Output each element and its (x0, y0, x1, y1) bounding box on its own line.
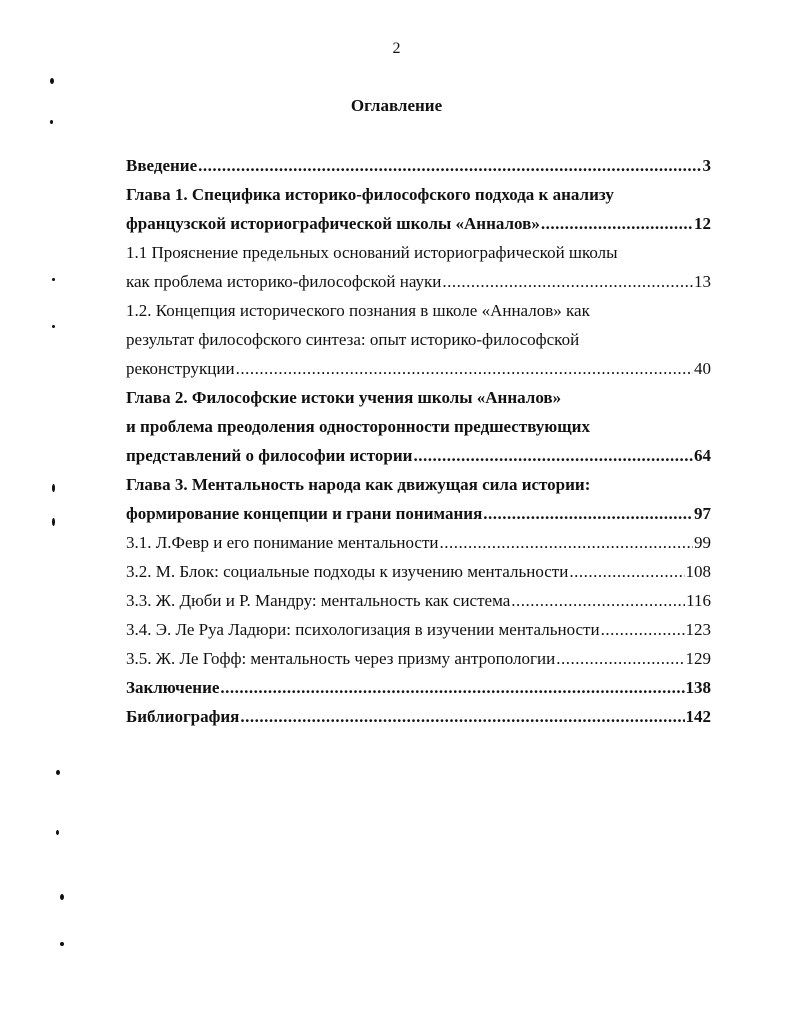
scan-speck (52, 484, 55, 492)
scan-speck (50, 120, 53, 124)
toc-entry-text: 1.2. Концепция исторического познания в школе «Анналов» как (126, 301, 590, 320)
scan-speck (52, 278, 55, 281)
toc-entry (126, 441, 711, 470)
toc-entry-text: реконструкции (126, 359, 235, 378)
dot-leader (442, 267, 693, 296)
toc-entry-page: 108 (685, 562, 711, 581)
toc-entry (126, 354, 711, 383)
toc-entry (126, 383, 711, 412)
toc-entry-page: 123 (685, 620, 711, 639)
dot-leader (240, 702, 684, 731)
toc-entry (126, 296, 711, 325)
toc-entry-text: формирование концепции и грани понимания (126, 504, 483, 523)
scan-speck (52, 518, 55, 526)
toc-entry (126, 412, 711, 441)
dot-leader (198, 151, 701, 180)
toc-entry-page: 64 (694, 446, 711, 465)
toc-entry-text: 3.3. Ж. Дюби и Р. Мандру: ментальность как система (126, 591, 511, 610)
toc-entry-text: представлений о философии истории (126, 446, 413, 465)
toc-entry-text: 3.2. М. Блок: социальные подходы к изучению ментальности (126, 562, 569, 581)
toc-entry-text: и проблема преодоления односторонности предшествующих (126, 417, 590, 436)
toc-entry (126, 325, 711, 354)
toc-entry-page: 116 (686, 591, 711, 610)
toc-entry (126, 673, 711, 702)
dot-leader (569, 557, 684, 586)
toc-entry (126, 499, 711, 528)
toc-entry-page: 142 (685, 707, 711, 726)
table-of-contents (126, 151, 711, 731)
toc-entry (126, 267, 711, 296)
scan-speck (60, 894, 64, 900)
toc-entry-page: 12 (694, 214, 711, 233)
toc-entry-text: французской историографической школы «Анналов» (126, 214, 540, 233)
page-title: Оглавление (350, 96, 443, 115)
toc-entry (126, 151, 711, 180)
toc-entry (126, 615, 711, 644)
toc-entry-text: 3.5. Ж. Ле Гофф: ментальность через призму антропологии (126, 649, 556, 668)
dot-leader (511, 586, 685, 615)
dot-leader (236, 354, 693, 383)
toc-entry-text: Введение (126, 156, 198, 175)
toc-entry-page: 99 (694, 533, 711, 552)
toc-entry (126, 702, 711, 731)
dot-leader (541, 209, 693, 238)
toc-entry-text: Заключение (126, 678, 220, 697)
toc-entry-text: Глава 2. Философские истоки учения школы «Анналов» (126, 388, 562, 407)
toc-entry-text: Библиография (126, 707, 240, 726)
toc-entry (126, 238, 711, 267)
toc-entry (126, 586, 711, 615)
scan-speck (50, 78, 54, 84)
toc-entry-text: результат философского синтеза: опыт историко-философской (126, 330, 580, 349)
toc-entry-text: 1.1 Прояснение предельных оснований историографической школы (126, 243, 618, 262)
toc-entry-page: 40 (694, 359, 711, 378)
toc-entry-text: Глава 1. Специфика историко-философского подхода к анализу (126, 185, 614, 204)
scan-speck (52, 325, 55, 328)
toc-entry (126, 180, 711, 209)
dot-leader (601, 615, 685, 644)
toc-entry-text: как проблема историко-философской науки (126, 272, 442, 291)
toc-entry (126, 528, 711, 557)
dot-leader (556, 644, 684, 673)
toc-entry-page: 13 (694, 272, 711, 291)
page-number: 2 (392, 40, 401, 57)
toc-entry-text: 3.1. Л.Февр и его понимание ментальности (126, 533, 439, 552)
toc-entry-text: 3.4. Э. Ле Руа Ладюри: психологизация в изучении ментальности (126, 620, 600, 639)
scan-speck (56, 770, 60, 775)
toc-entry-text: Глава 3. Ментальность народа как движущая сила истории: (126, 475, 591, 494)
dot-leader (413, 441, 693, 470)
dot-leader (440, 528, 693, 557)
toc-entry-page: 129 (685, 649, 711, 668)
toc-entry-page: 3 (702, 156, 711, 175)
toc-entry (126, 470, 711, 499)
toc-entry (126, 644, 711, 673)
toc-entry-page: 138 (685, 678, 711, 697)
dot-leader (483, 499, 693, 528)
toc-entry (126, 557, 711, 586)
scan-speck (56, 830, 59, 835)
dot-leader (220, 673, 684, 702)
toc-entry-page: 97 (694, 504, 711, 523)
scan-speck (60, 942, 64, 946)
toc-entry (126, 209, 711, 238)
